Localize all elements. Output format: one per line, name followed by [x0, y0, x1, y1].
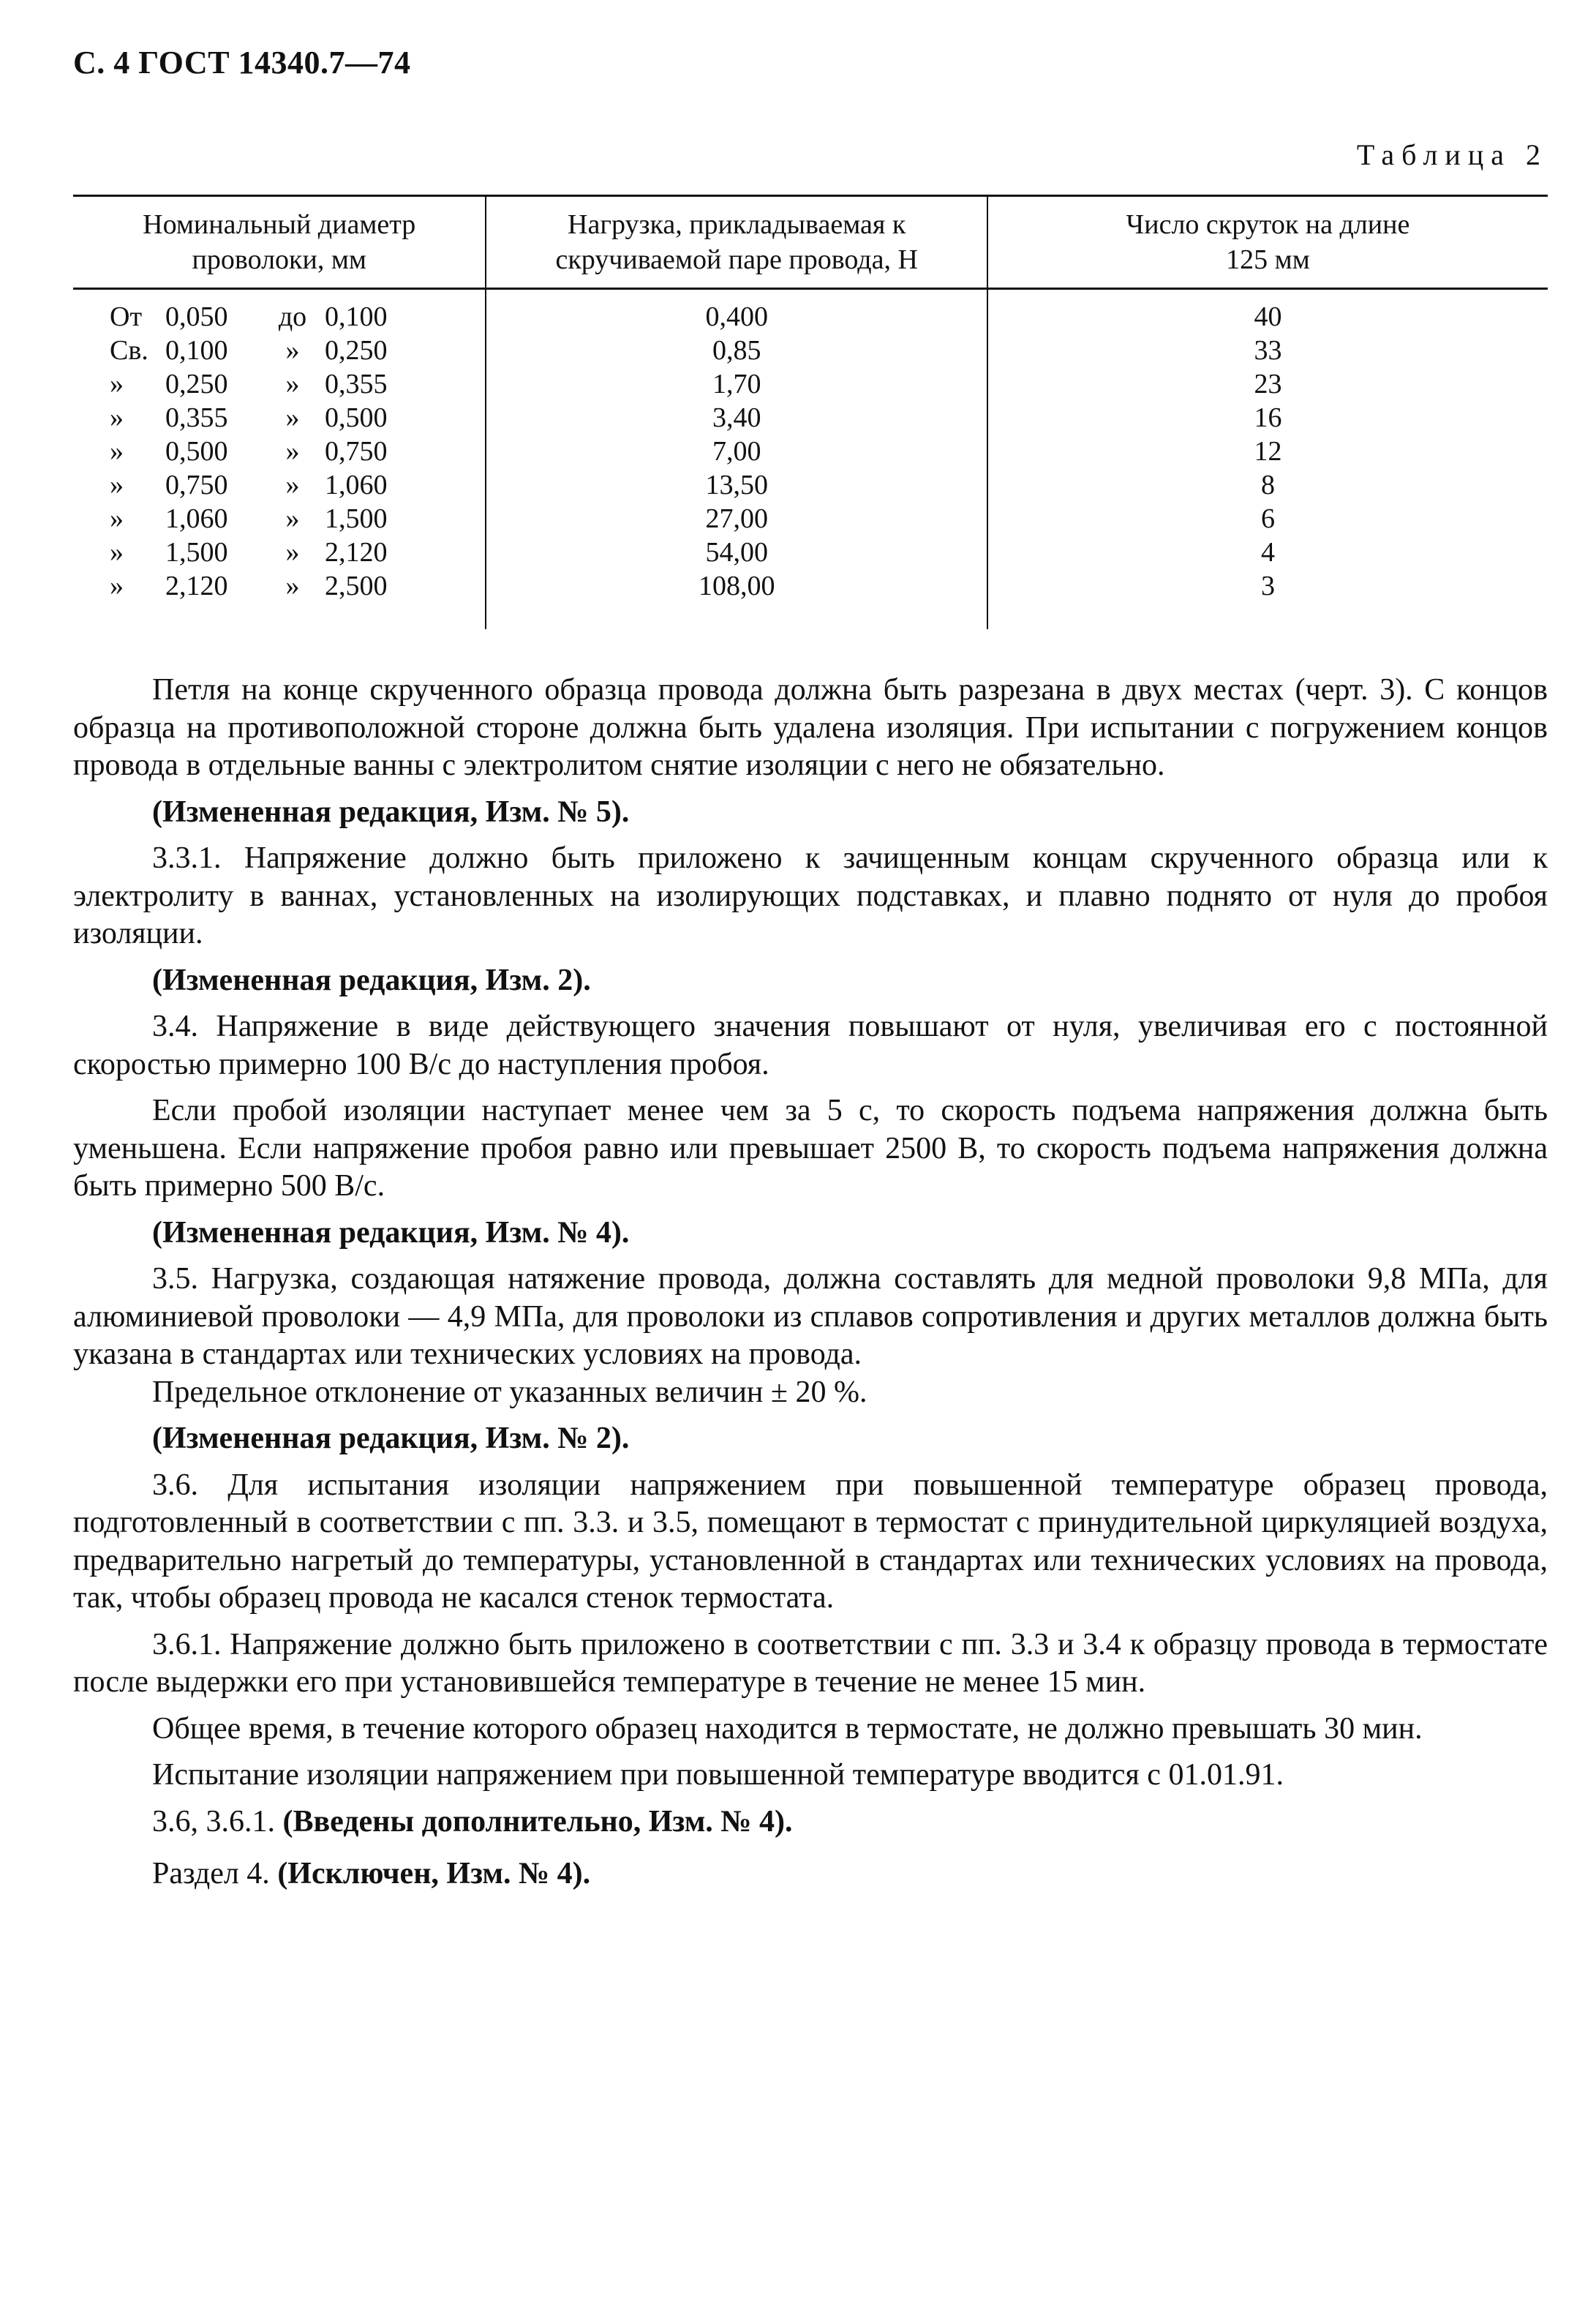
twists-cell: 6 [987, 502, 1548, 536]
diameter-separator: » [285, 369, 300, 399]
table-row [73, 289, 1548, 334]
diameter-from: 0,355 [165, 402, 228, 433]
body-text [73, 672, 1548, 1893]
twists-cell: 33 [987, 334, 1548, 367]
diameter-from: 0,100 [165, 335, 228, 366]
paragraph: 3.6.1. Напряжение должно быть приложено в соответствии с пп. 3.3 и 3.4 к образцу провода в термостате после выдержки его при установившейся температуре в течение не менее 15 мин. [73, 1627, 1548, 1699]
diameter-from: 0,250 [165, 369, 228, 399]
data-table-container [73, 195, 1548, 629]
diameter-from: 2,120 [165, 571, 228, 601]
amendment-note: (Измененная редакция, Изм. № 4). [152, 1215, 630, 1250]
data-table [73, 195, 1548, 629]
load-cell: 27,00 [486, 502, 987, 536]
table-header-row [73, 196, 1548, 289]
diameter-separator: » [285, 436, 300, 467]
diameter-to: 2,120 [325, 537, 388, 568]
diameter-to: 0,355 [325, 369, 388, 399]
column-header-line: Нагрузка, прикладываемая к [568, 209, 906, 240]
diameter-from: 1,500 [165, 537, 228, 568]
paragraph: 3.6. Для испытания изоляции напряжением при повышенной температуре образец провода, подготовленный в соответствии с пп. 3.3. и 3.5, помещают в термостат с принудительной циркуляцией воздуха, предварительно нагретый до температуры, установленной в стандартах или технических условиях на провода, так, чтобы образец провода не касался стенок термостата. [73, 1468, 1548, 1615]
load-cell: 7,00 [486, 435, 987, 468]
twists-cell: 8 [987, 468, 1548, 502]
column-header-load [486, 196, 987, 289]
diameter-cell [73, 401, 486, 435]
diameter-from: 0,500 [165, 436, 228, 467]
column-header-twists [987, 196, 1548, 289]
diameter-separator: » [285, 503, 300, 534]
column-header-line: 125 мм [1226, 244, 1310, 275]
diameter-prefix: » [110, 369, 124, 399]
paragraph: 3.3.1. Напряжение должно быть приложено к зачищенным концам скрученного образца или к электролиту в ваннах, установленных на изолирующих подставках, и плавно поднято от нуля до пробоя изоляции. [73, 841, 1548, 950]
table-row [73, 569, 1548, 603]
diameter-prefix: » [110, 537, 124, 568]
load-cell: 108,00 [486, 569, 987, 603]
diameter-prefix: » [110, 503, 124, 534]
table-row [73, 401, 1548, 435]
diameter-separator: » [285, 470, 300, 500]
paragraph: 3.4. Напряжение в виде действующего значения повышают от нуля, увеличивая его с постоянной скоростью примерно 100 В/с до наступления пробоя. [73, 1010, 1548, 1081]
diameter-to: 0,750 [325, 436, 388, 467]
amendment-note: (Введены дополнительно, Изм. № 4). [282, 1804, 793, 1839]
diameter-prefix: » [110, 436, 124, 467]
diameter-separator: » [285, 571, 300, 601]
load-cell: 13,50 [486, 468, 987, 502]
diameter-to: 2,500 [325, 571, 388, 601]
column-header-line: скручиваемой паре провода, Н [555, 244, 918, 275]
table-row [73, 334, 1548, 367]
diameter-prefix: Св. [110, 335, 148, 366]
diameter-cell [73, 435, 486, 468]
diameter-from: 0,750 [165, 470, 228, 500]
diameter-to: 1,060 [325, 470, 388, 500]
diameter-cell [73, 289, 486, 334]
column-header-line: Номинальный диаметр [143, 209, 416, 240]
diameter-separator: » [285, 402, 300, 433]
column-header-line: Число скруток на длине [1126, 209, 1410, 240]
diameter-prefix: » [110, 571, 124, 601]
twists-cell: 12 [987, 435, 1548, 468]
paragraph: Испытание изоляции напряжением при повышенной температуре вводится с 01.01.91. [152, 1758, 1284, 1792]
load-cell: 54,00 [486, 536, 987, 569]
table-caption: Таблица 2 [1356, 138, 1548, 171]
amendment-lead: 3.6, 3.6.1. [152, 1804, 283, 1839]
diameter-cell [73, 334, 486, 367]
column-header-diameter [73, 196, 486, 289]
table-row [73, 536, 1548, 569]
diameter-to: 0,250 [325, 335, 388, 366]
load-cell: 3,40 [486, 401, 987, 435]
amendment-line [73, 1803, 1548, 1841]
diameter-to: 0,100 [325, 301, 388, 332]
amendment-note: (Измененная редакция, Изм. № 2). [152, 1422, 630, 1455]
diameter-separator: до [278, 301, 307, 332]
twists-cell: 23 [987, 367, 1548, 401]
twists-cell: 4 [987, 536, 1548, 569]
load-cell: 0,400 [486, 289, 987, 334]
table-row [73, 435, 1548, 468]
amendment-note: (Измененная редакция, Изм. 2). [152, 963, 591, 997]
section-lead: Раздел 4. [152, 1857, 278, 1890]
diameter-separator: » [285, 335, 300, 366]
section-note-bold: (Исключен, Изм. № 4). [277, 1857, 591, 1890]
table-spacer-row [73, 603, 1548, 629]
load-cell: 0,85 [486, 334, 987, 367]
diameter-to: 1,500 [325, 503, 388, 534]
diameter-separator: » [285, 537, 300, 568]
paragraph: 3.5. Нагрузка, создающая натяжение провода, должна составлять для медной проволоки 9,8 МПа, для алюминиевой проволоки — 4,9 МПа, для проволоки из сплавов сопротивления и других металлов должна быть указана в стандартах или технических условиях на провода. [73, 1262, 1548, 1371]
paragraph: Предельное отклонение от указанных величин ± 20 %. [152, 1375, 867, 1409]
twists-cell: 40 [987, 289, 1548, 334]
section-note [73, 1855, 1548, 1893]
table-row [73, 468, 1548, 502]
diameter-cell [73, 569, 486, 603]
diameter-prefix: » [110, 470, 124, 500]
twists-cell: 3 [987, 569, 1548, 603]
twists-cell: 16 [987, 401, 1548, 435]
amendment-note: (Измененная редакция, Изм. № 5). [152, 795, 630, 829]
load-cell: 1,70 [486, 367, 987, 401]
diameter-prefix: От [110, 301, 143, 332]
column-header-line: проволоки, мм [192, 244, 366, 275]
diameter-cell [73, 536, 486, 569]
table-row [73, 502, 1548, 536]
page-header: С. 4 ГОСТ 14340.7—74 [73, 45, 411, 80]
diameter-cell [73, 468, 486, 502]
diameter-prefix: » [110, 402, 124, 433]
diameter-cell [73, 502, 486, 536]
paragraph: Общее время, в течение которого образец находится в термостате, не должно превышать 30 мин. [152, 1711, 1423, 1746]
paragraph: Если пробой изоляции наступает менее чем за 5 с, то скорость подъема напряжения должна быть уменьшена. Если напряжение пробоя равно или превышает 2500 В, то скорость подъема напряжения должна быть примерно 500 В/с. [73, 1094, 1548, 1203]
diameter-from: 0,050 [165, 301, 228, 332]
diameter-cell [73, 367, 486, 401]
diameter-from: 1,060 [165, 503, 228, 534]
diameter-to: 0,500 [325, 402, 388, 433]
table-row [73, 367, 1548, 401]
paragraph: Петля на конце скрученного образца провода должна быть разрезана в двух местах (черт. 3). С концов образца на противоположной стороне должна быть удалена изоляция. При испытании с погружением концов провода в отдельные ванны с электролитом снятие изоляции с него не обязательно. [73, 673, 1548, 782]
